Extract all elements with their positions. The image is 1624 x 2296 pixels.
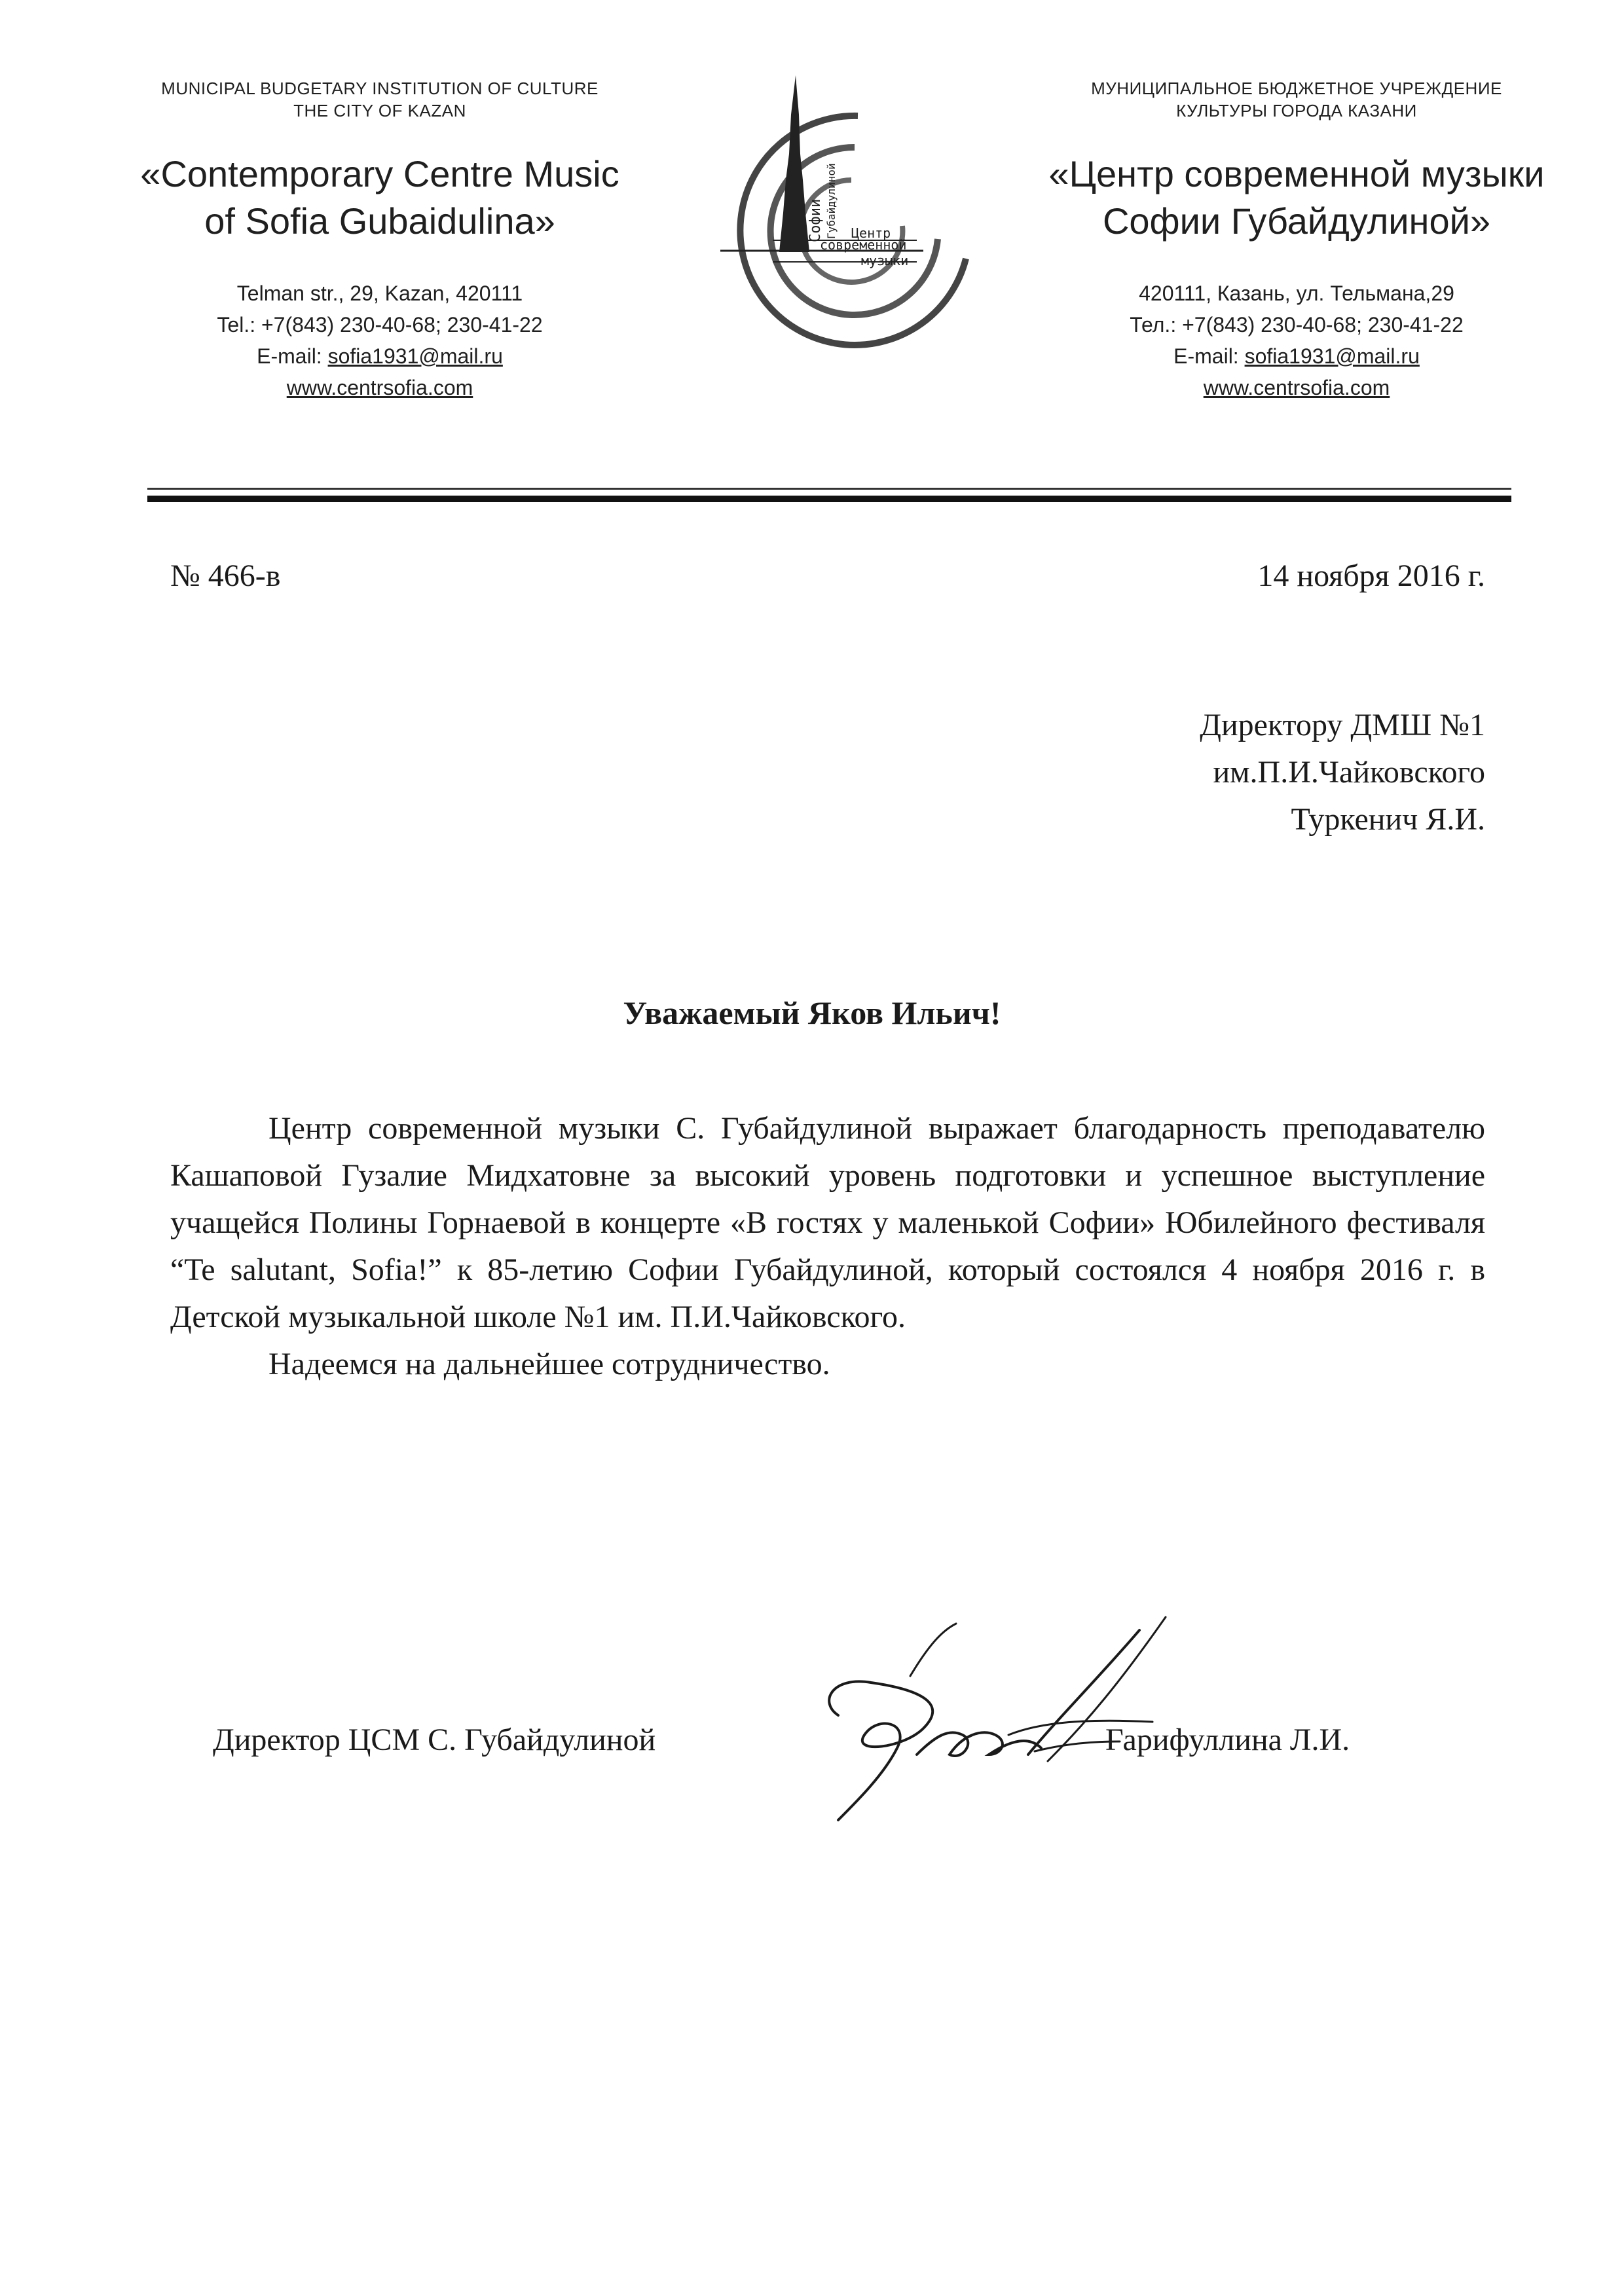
- org-name-line-2-ru: Софии Губайдулиной»: [1102, 200, 1491, 242]
- org-line-1-en: MUNICIPAL BUDGETARY INSTITUTION OF CULTURE: [161, 79, 599, 98]
- addressee-line-1: Директору ДМШ №1: [1200, 708, 1485, 742]
- logo-text-gubaidulinoy: Губайдулиной: [825, 163, 838, 239]
- addressee-line-3: Туркенич Я.И.: [1291, 802, 1485, 837]
- org-line-2-ru: КУЛЬТУРЫ ГОРОДА КАЗАНИ: [1176, 101, 1417, 120]
- body-paragraph-1: Центр современной музыки С. Губайдулиной выражает благодарность преподавателю Кашаповой Гузалие Мидхатовне за высокий уровень подготовки и успешное выступление учащейся Полины Горнаевой в концерте «В гостях у маленькой Софии» Юбилейного фестиваля “Te salutant, Sofia!” к 85-летию Софии Губайдулиной, который состоялся 4 ноября 2016 г. в Детской музыкальной школе №1 им. П.И.Чайковского.: [170, 1111, 1485, 1334]
- logo-text-tsentr: Центр: [851, 225, 891, 241]
- signature-title: Директор ЦСМ С. Губайдулиной: [213, 1722, 656, 1757]
- header-divider-thin: [147, 488, 1511, 490]
- addressee-block: [1200, 702, 1485, 843]
- letter-date: 14 ноября 2016 г.: [1257, 558, 1485, 593]
- signature-name: Гарифуллина Л.И.: [1105, 1722, 1350, 1757]
- org-name-line-1-en: «Contemporary Centre Music: [140, 153, 619, 194]
- org-line-2-en: THE CITY OF KAZAN: [293, 101, 466, 120]
- logo-text-muzyki: музыки: [861, 253, 909, 268]
- logo-text-sofii: Софии: [807, 198, 824, 242]
- org-line-1-ru: МУНИЦИПАЛЬНОЕ БЮДЖЕТНОЕ УЧРЕЖДЕНИЕ: [1091, 79, 1502, 98]
- org-name-line-2-en: of Sofia Gubaidulina»: [204, 200, 555, 242]
- header-english: [131, 77, 629, 403]
- header-russian: [1002, 77, 1591, 403]
- email-label-en: E-mail:: [257, 344, 328, 368]
- body-paragraph-2: Надеемся на дальнейшее сотрудничество.: [268, 1347, 830, 1381]
- email-label-ru: E-mail:: [1173, 344, 1245, 368]
- address-ru: 420111, Казань, ул. Тельмана,29: [1139, 282, 1454, 305]
- header-divider-thick: [147, 496, 1511, 502]
- addressee-line-2: им.П.И.Чайковского: [1213, 755, 1485, 790]
- email-link-ru[interactable]: sofia1931@mail.ru: [1244, 344, 1420, 368]
- salutation: Уважаемый Яков Ильич!: [623, 994, 1001, 1031]
- address-en: Telman str., 29, Kazan, 420111: [236, 282, 523, 305]
- email-row-ru: [1002, 340, 1591, 372]
- org-name-line-1-ru: «Центр современной музыки: [1048, 153, 1545, 194]
- tel-en: Tel.: +7(843) 230-40-68; 230-41-22: [217, 313, 543, 337]
- center-logo: [694, 75, 995, 363]
- email-link-en[interactable]: sofia1931@mail.ru: [327, 344, 503, 368]
- letter-body: [170, 1105, 1485, 1388]
- logo-text-sovremennoy: современной: [820, 237, 907, 253]
- email-row-en: [131, 340, 629, 372]
- tel-ru: Тел.: +7(843) 230-40-68; 230-41-22: [1130, 313, 1464, 337]
- website-link-ru[interactable]: www.centrsofia.com: [1203, 376, 1390, 399]
- reference-number: № 466-в: [170, 558, 281, 593]
- website-link-en[interactable]: www.centrsofia.com: [286, 376, 473, 399]
